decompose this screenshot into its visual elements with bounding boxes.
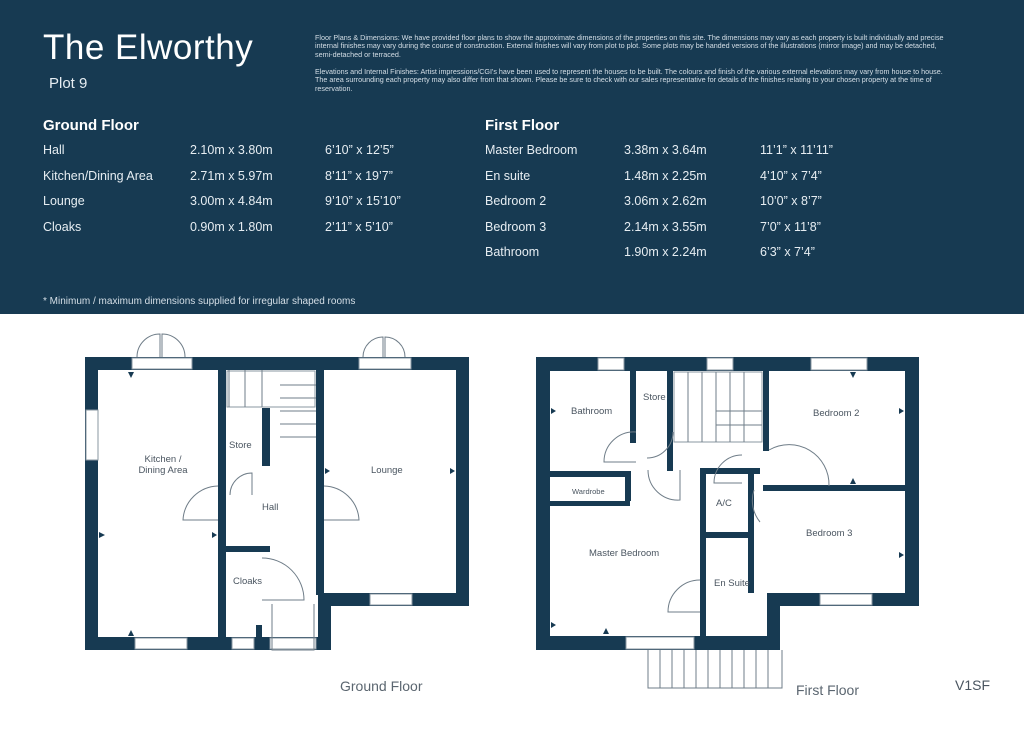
label-kitchen-line1: Kitchen / (144, 454, 182, 465)
room-imperial: 10’0” x 8’7” (760, 194, 822, 208)
room-name: Bathroom (485, 245, 540, 259)
room-imperial: 6’10” x 12’5” (325, 143, 394, 157)
label-wardrobe: Wardrobe (572, 487, 605, 496)
room-metric: 2.14m x 3.55m (624, 219, 707, 234)
label-kitchen-dining (133, 454, 193, 476)
room-name: Bedroom 3 (485, 219, 547, 234)
disclaimer-elevations: Elevations and Internal Finishes: Artist impressions/CGI's have been used to represent the houses to be built. The colours and finish of the various external elevations may vary from house to house. The area surrounding each property may also differ from that shown. Please be sure to check with our sales representative for details of the finishes relating to your chosen property at the time of reservation. (315, 67, 943, 93)
room-name: En suite (485, 168, 531, 183)
floor-plan-drawing (0, 314, 1024, 730)
footnote: * Minimum / maximum dimensions supplied for irregular shaped rooms (43, 296, 356, 307)
label-en-suite: En Suite (714, 578, 750, 589)
room-imperial: 11’1” x 11’11” (760, 143, 833, 157)
label-kitchen-line2: Dining Area (138, 465, 188, 476)
room-imperial: 6’3” x 7’4” (760, 245, 815, 259)
label-bedroom-2: Bedroom 2 (813, 408, 860, 419)
room-metric: 3.38m x 3.64m (624, 143, 707, 157)
room-name: Master Bedroom (485, 143, 578, 157)
room-metric: 3.06m x 2.62m (624, 194, 707, 208)
header-panel (0, 0, 1024, 314)
room-metric: 1.48m x 2.25m (624, 168, 707, 183)
ground-floor-caption: Ground Floor (340, 678, 423, 694)
room-imperial: 9’10” x 15’10” (325, 194, 401, 208)
plot-number: Plot 9 (49, 75, 88, 92)
label-hall: Hall (262, 502, 279, 513)
room-name: Hall (43, 143, 65, 157)
label-ac: A/C (716, 498, 732, 509)
label-bedroom-3: Bedroom 3 (806, 528, 853, 539)
label-bathroom: Bathroom (571, 406, 613, 417)
disclaimer-floor-plans: Floor Plans & Dimensions: We have provided floor plans to show the approximate dimensions of the properties on this site. The dimensions may vary as each property is built individually and precise internal finishes may vary during the course of construction. External finishes will vary from plot to plot. Some plots may be handed versions of the illustrations (mirror image) and may be detached, semi-detached or terraced. (315, 33, 944, 59)
room-metric: 3.00m x 4.84m (190, 194, 273, 208)
room-metric: 1.90m x 2.24m (624, 245, 707, 259)
floor-plans-area (0, 314, 1024, 730)
room-imperial: 7’0” x 11’8” (760, 219, 821, 234)
room-imperial: 8’11” x 19’7” (325, 168, 393, 183)
ground-floor-heading: Ground Floor (43, 117, 139, 134)
plan-code: V1SF (955, 677, 991, 693)
room-metric: 2.71m x 5.97m (190, 168, 273, 183)
room-imperial: 2’11” x 5’10” (325, 219, 393, 234)
room-name: Bedroom 2 (485, 194, 547, 208)
label-lounge: Lounge (371, 465, 403, 476)
room-metric: 2.10m x 3.80m (190, 143, 273, 157)
label-cloaks: Cloaks (233, 576, 263, 587)
first-floor-openings (598, 358, 872, 649)
room-name: Cloaks (43, 219, 82, 234)
page-title: The Elworthy (43, 28, 254, 67)
first-floor-caption: First Floor (796, 682, 859, 698)
room-name: Lounge (43, 194, 85, 208)
room-metric: 0.90m x 1.80m (190, 219, 273, 234)
room-name: Kitchen/Dining Area (43, 168, 153, 183)
label-master-bedroom: Master Bedroom (589, 548, 660, 559)
room-imperial: 4’10” x 7’4” (760, 168, 822, 183)
label-store-first: Store (643, 392, 666, 403)
label-store-ground: Store (229, 440, 252, 451)
first-floor-heading: First Floor (485, 117, 560, 134)
